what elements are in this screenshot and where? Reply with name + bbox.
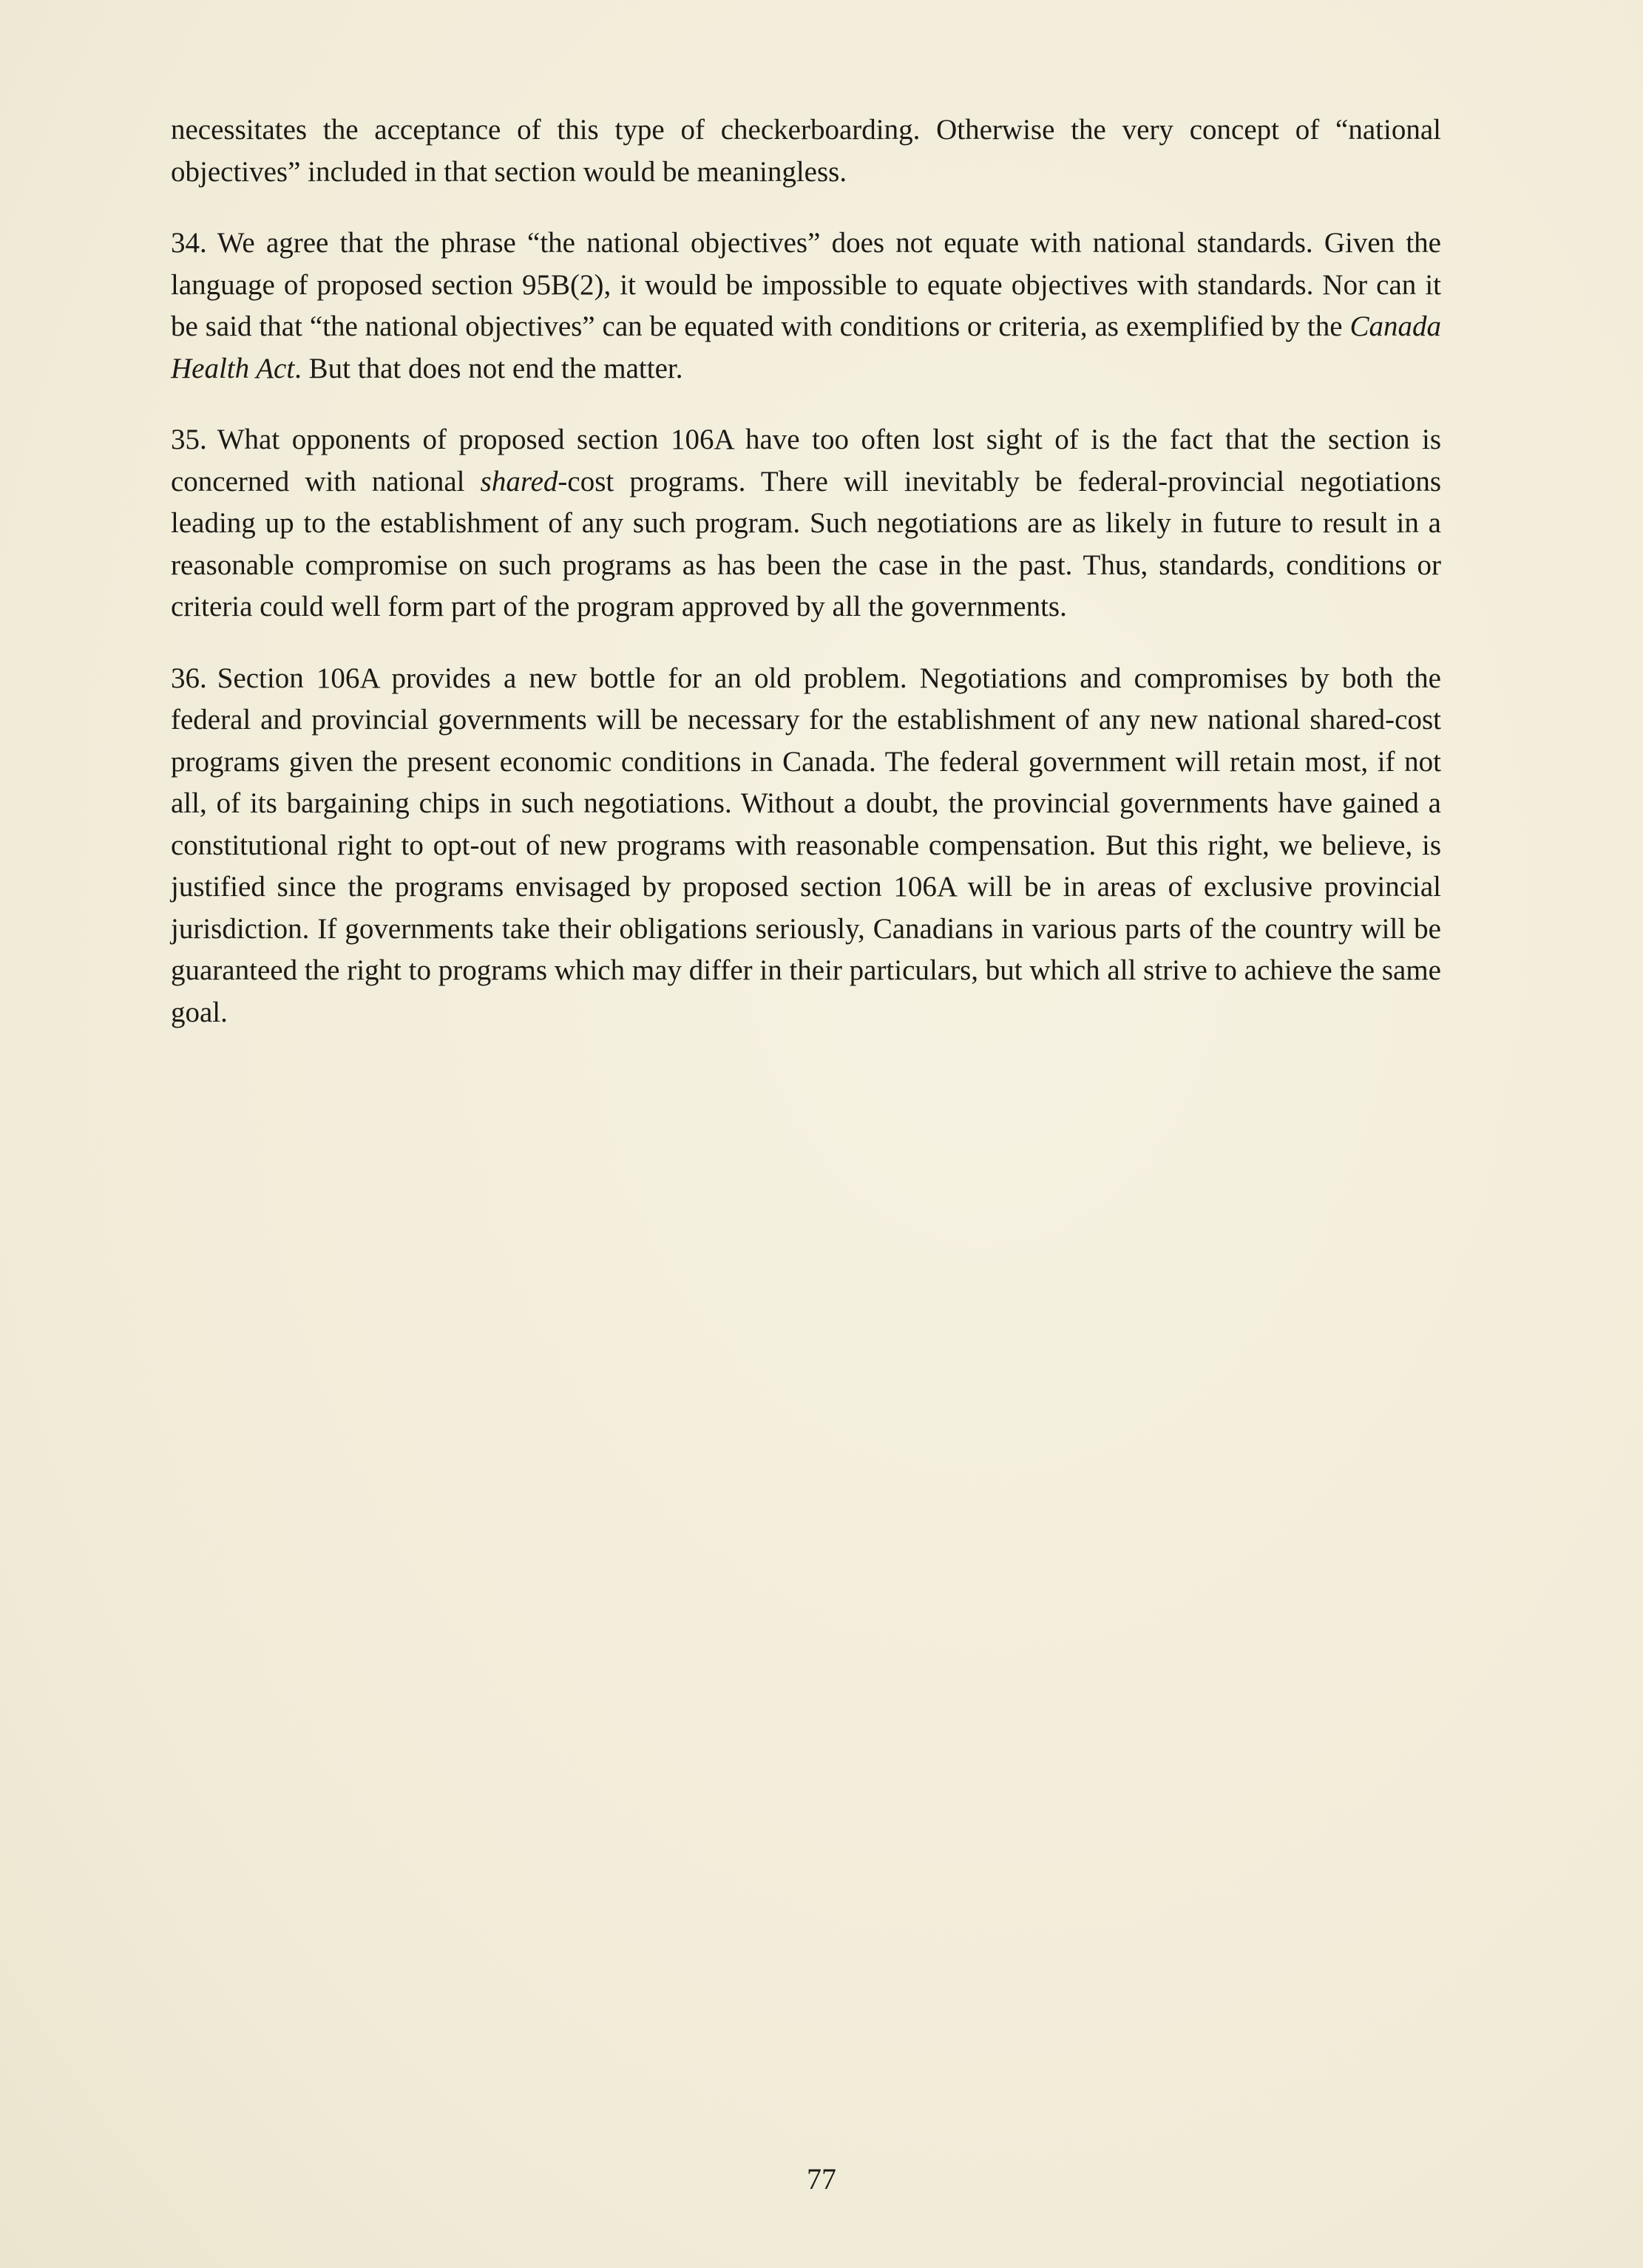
italic-text: shared [480, 465, 558, 498]
paragraph-text: We agree that the phrase “the national objectives” does not equate with national standards. Given the language of proposed section 95B(2), it would be impossible to equate objectives with standards. Nor can it be said that “the national objectives” can be equated with conditions or criteria, as exemplified by the [171, 227, 1441, 342]
paragraph-text: What opponents of proposed section 106A have too often lost sight of is the fact that the section is concerned with national [171, 424, 1441, 498]
body-text [171, 109, 1441, 1063]
paragraph-text: . But that does not end the matter. [294, 352, 683, 384]
paragraph-text: Section 106A provides a new bottle for an old problem. Negotiations and compromises by both the federal and provincial governments will be necessary for the establishment of any new national shared-cost programs given the present economic conditions in Canada. The federal government will retain most, if not all, of its bargaining chips in such negotiations. Without a doubt, the provincial governments have gained a constitutional right to opt-out of new programs with reasonable compensation. But this right, we believe, is justified since the programs envisaged by proposed section 106A will be in areas of exclusive provincial jurisdiction. If governments take their obligations seriously, Canadians in various parts of the country will be guaranteed the right to programs which may differ in their particulars, but which all strive to achieve the same goal. [171, 662, 1441, 1028]
paragraph-36 [171, 658, 1441, 1034]
paragraph-text: necessitates the acceptance of this type of checkerboarding. Otherwise the very concept of “national objectives” included in that section would be meaningless. [171, 114, 1441, 188]
paragraph-number: 35. [171, 424, 207, 455]
paragraph-34 [171, 223, 1441, 390]
italic-text: Canada Health Act [171, 310, 1441, 384]
paragraph-35 [171, 419, 1441, 628]
paragraph-text: -cost programs. There will inevitably be federal-provincial negotiations leading up to the establishment of any such program. Such negotiations are as likely in future to result in a reasonable compromise on such programs as has been the case in the past. Thus, standards, conditions or criteria could well form part of the program approved by all the governments. [171, 465, 1441, 622]
paragraph-number: 34. [171, 227, 207, 259]
paragraph-number: 36. [171, 662, 207, 694]
paragraph-continued [171, 109, 1441, 193]
page-number: 77 [807, 2162, 836, 2196]
